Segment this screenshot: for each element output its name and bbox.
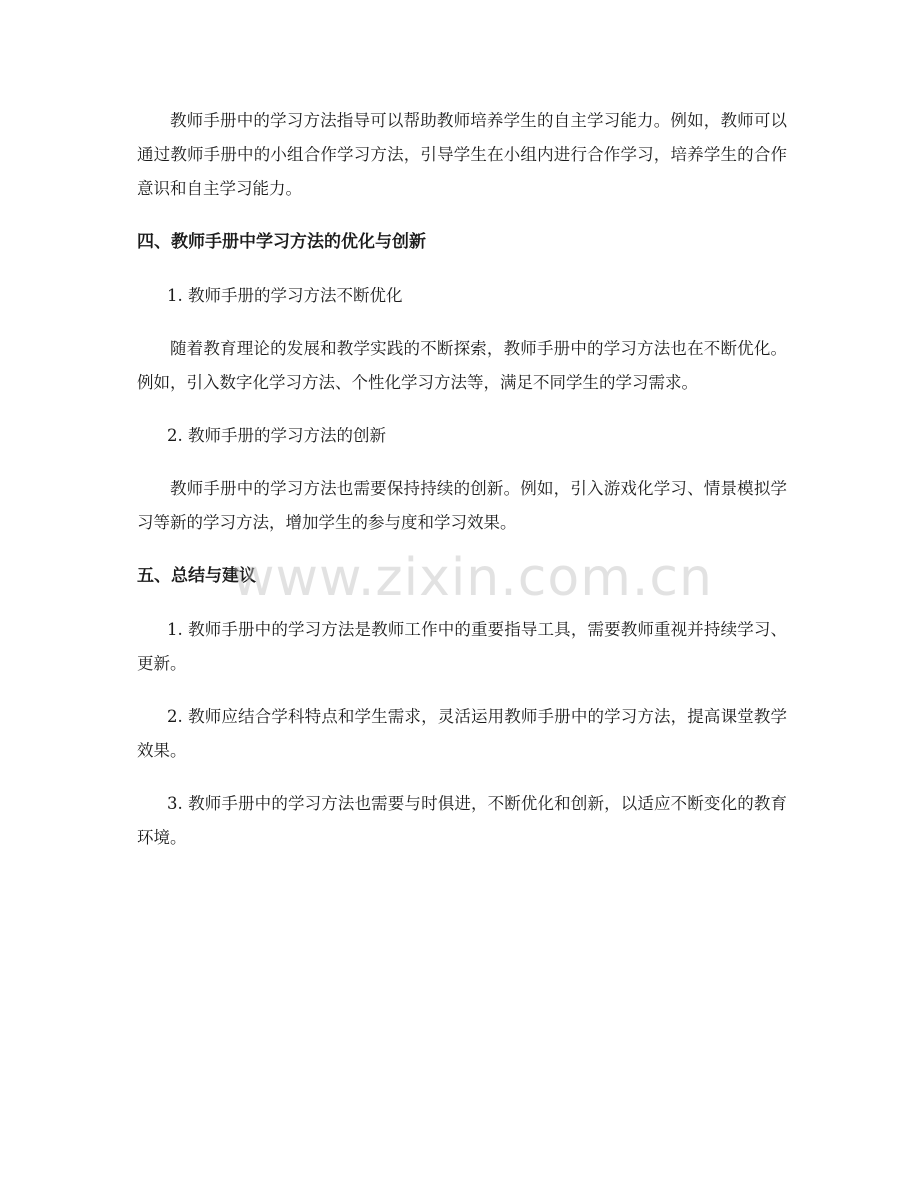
section-5-heading: 五、总结与建议 xyxy=(137,566,256,586)
summary-item-2: 2. 教师应结合学科特点和学生需求，灵活运用教师手册中的学习方法，提高课堂教学效果。 xyxy=(137,707,787,760)
section-4-subheading-2: 2. 教师手册的学习方法的创新 xyxy=(167,426,386,445)
section-4-paragraph-1: 随着教育理论的发展和教学实践的不断探索，教师手册中的学习方法也在不断优化。例如，引入数字化学习方法、个性化学习方法等，满足不同学生的学习需求。 xyxy=(137,339,787,392)
watermark: www.zixin.com.cn xyxy=(232,548,713,608)
summary-item-3: 3. 教师手册中的学习方法也需要与时俱进，不断优化和创新，以适应不断变化的教育环境。 xyxy=(137,794,787,847)
summary-item-1: 1. 教师手册中的学习方法是教师工作中的重要指导工具，需要教师重视并持续学习、更新。 xyxy=(137,620,787,673)
section-4-subheading-1: 1. 教师手册的学习方法不断优化 xyxy=(167,286,403,305)
intro-paragraph: 教师手册中的学习方法指导可以帮助教师培养学生的自主学习能力。例如，教师可以通过教师手册中的小组合作学习方法，引导学生在小组内进行合作学习，培养学生的合作意识和自主学习能力。 xyxy=(137,111,787,198)
section-4-paragraph-2: 教师手册中的学习方法也需要保持持续的创新。例如，引入游戏化学习、情景模拟学习等新的学习方法，增加学生的参与度和学习效果。 xyxy=(137,479,787,532)
document-page xyxy=(137,104,787,874)
section-4-heading: 四、教师手册中学习方法的优化与创新 xyxy=(137,232,426,252)
